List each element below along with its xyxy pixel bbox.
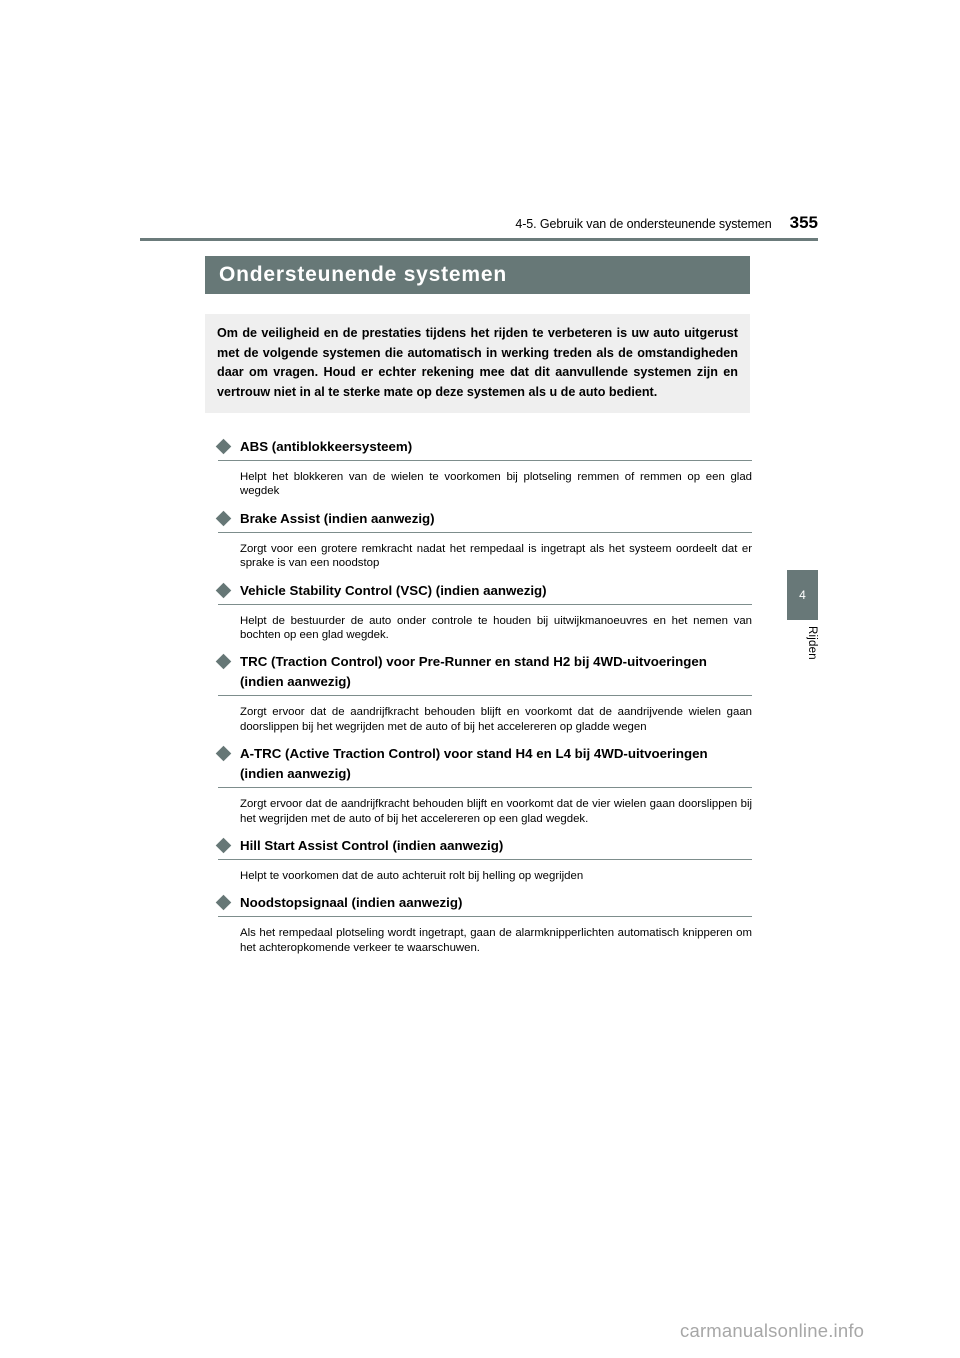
item-description: Als het rempedaal plotseling wordt ingetrapt, gaan de alarmknipperlichten automatisch knipperen om het achteropkomende verkeer te waarschuwen. <box>240 927 752 954</box>
list-item <box>218 652 752 744</box>
page-number: 355 <box>789 213 818 232</box>
item-heading-row <box>218 893 752 917</box>
section-title: Ondersteunende systemen <box>219 263 507 286</box>
systems-list <box>218 437 752 965</box>
item-heading-label: TRC (Traction Control) voor Pre-Runner en stand H2 bij 4WD-uitvoeringen (indien aanwezig) <box>240 654 707 690</box>
item-heading-row <box>218 652 752 696</box>
section-title-bar <box>205 256 750 294</box>
diamond-bullet-icon <box>216 838 232 854</box>
page-header <box>140 214 818 231</box>
list-item <box>218 581 752 653</box>
item-heading-label: Brake Assist (indien aanwezig) <box>240 510 435 526</box>
diamond-bullet-icon <box>216 654 232 670</box>
list-item <box>218 744 752 836</box>
chapter-tab <box>787 570 818 620</box>
diamond-bullet-icon <box>216 582 232 598</box>
chapter-number: 4 <box>799 588 806 602</box>
site-watermark: carmanualsonline.info <box>680 1320 865 1341</box>
item-heading-row <box>218 744 752 788</box>
list-item <box>218 509 752 581</box>
item-description: Helpt de bestuurder de auto onder controle te houden bij uitwijkmanoeuvres en het nemen van bochten op een glad wegdek. <box>240 614 752 642</box>
item-heading-row <box>218 836 752 860</box>
diamond-bullet-icon <box>216 746 232 762</box>
diamond-bullet-icon <box>216 895 232 911</box>
item-heading-row <box>218 509 752 533</box>
item-description: Zorgt ervoor dat de aandrijfkracht behouden blijft en voorkomt dat de vier wielen gaan doorslippen bij het wegrijden met de auto of bij het accelereren op een glad wegdek. <box>240 798 752 825</box>
item-heading-label: Vehicle Stability Control (VSC) (indien aanwezig) <box>240 582 547 598</box>
item-heading-label: ABS (antiblokkeersysteem) <box>240 439 413 454</box>
intro-text: Om de veiligheid en de prestaties tijdens het rijden te verbeteren is uw auto uitgerust met de volgende systemen die automatisch in werking treden als de omstandigheden daar om vragen. Houd er echter rekening mee dat dit aanvullende systemen zijn en vertrouw niet in al te sterke mate op deze systemen als u de auto bedient. <box>217 326 738 399</box>
item-description: Helpt te voorkomen dat de auto achteruit rolt bij helling op wegrijden <box>240 870 584 883</box>
item-heading-label: Hill Start Assist Control (indien aanwezig) <box>240 838 504 854</box>
header-divider <box>140 238 818 241</box>
item-description: Zorgt ervoor dat de aandrijfkracht behouden blijft en voorkomt dat de aandrijvende wielen gaan doorslippen bij het wegrijden met de auto of bij het accelereren op gladde wegen <box>240 706 752 733</box>
list-item <box>218 437 752 509</box>
item-description: Helpt het blokkeren van de wielen te voorkomen bij plotseling remmen of remmen op een glad wegdek <box>240 471 752 498</box>
intro-callout <box>205 314 750 413</box>
chapter-label: Rijden <box>806 626 818 660</box>
list-item <box>218 893 752 965</box>
item-heading-row <box>218 437 752 461</box>
diamond-bullet-icon <box>216 511 232 527</box>
diamond-bullet-icon <box>216 439 232 455</box>
item-heading-row <box>218 581 752 605</box>
list-item <box>218 836 752 893</box>
item-description: Zorgt voor een grotere remkracht nadat het rempedaal is ingetrapt als het systeem oordeelt dat er sprake is van een noodstop <box>240 542 752 570</box>
item-heading-label: A-TRC (Active Traction Control) voor stand H4 en L4 bij 4WD-uitvoeringen (indien aanwezig) <box>240 746 708 782</box>
item-heading-label: Noodstopsignaal (indien aanwezig) <box>240 895 463 911</box>
header-section-title: 4-5. Gebruik van de ondersteunende systemen <box>515 217 772 231</box>
